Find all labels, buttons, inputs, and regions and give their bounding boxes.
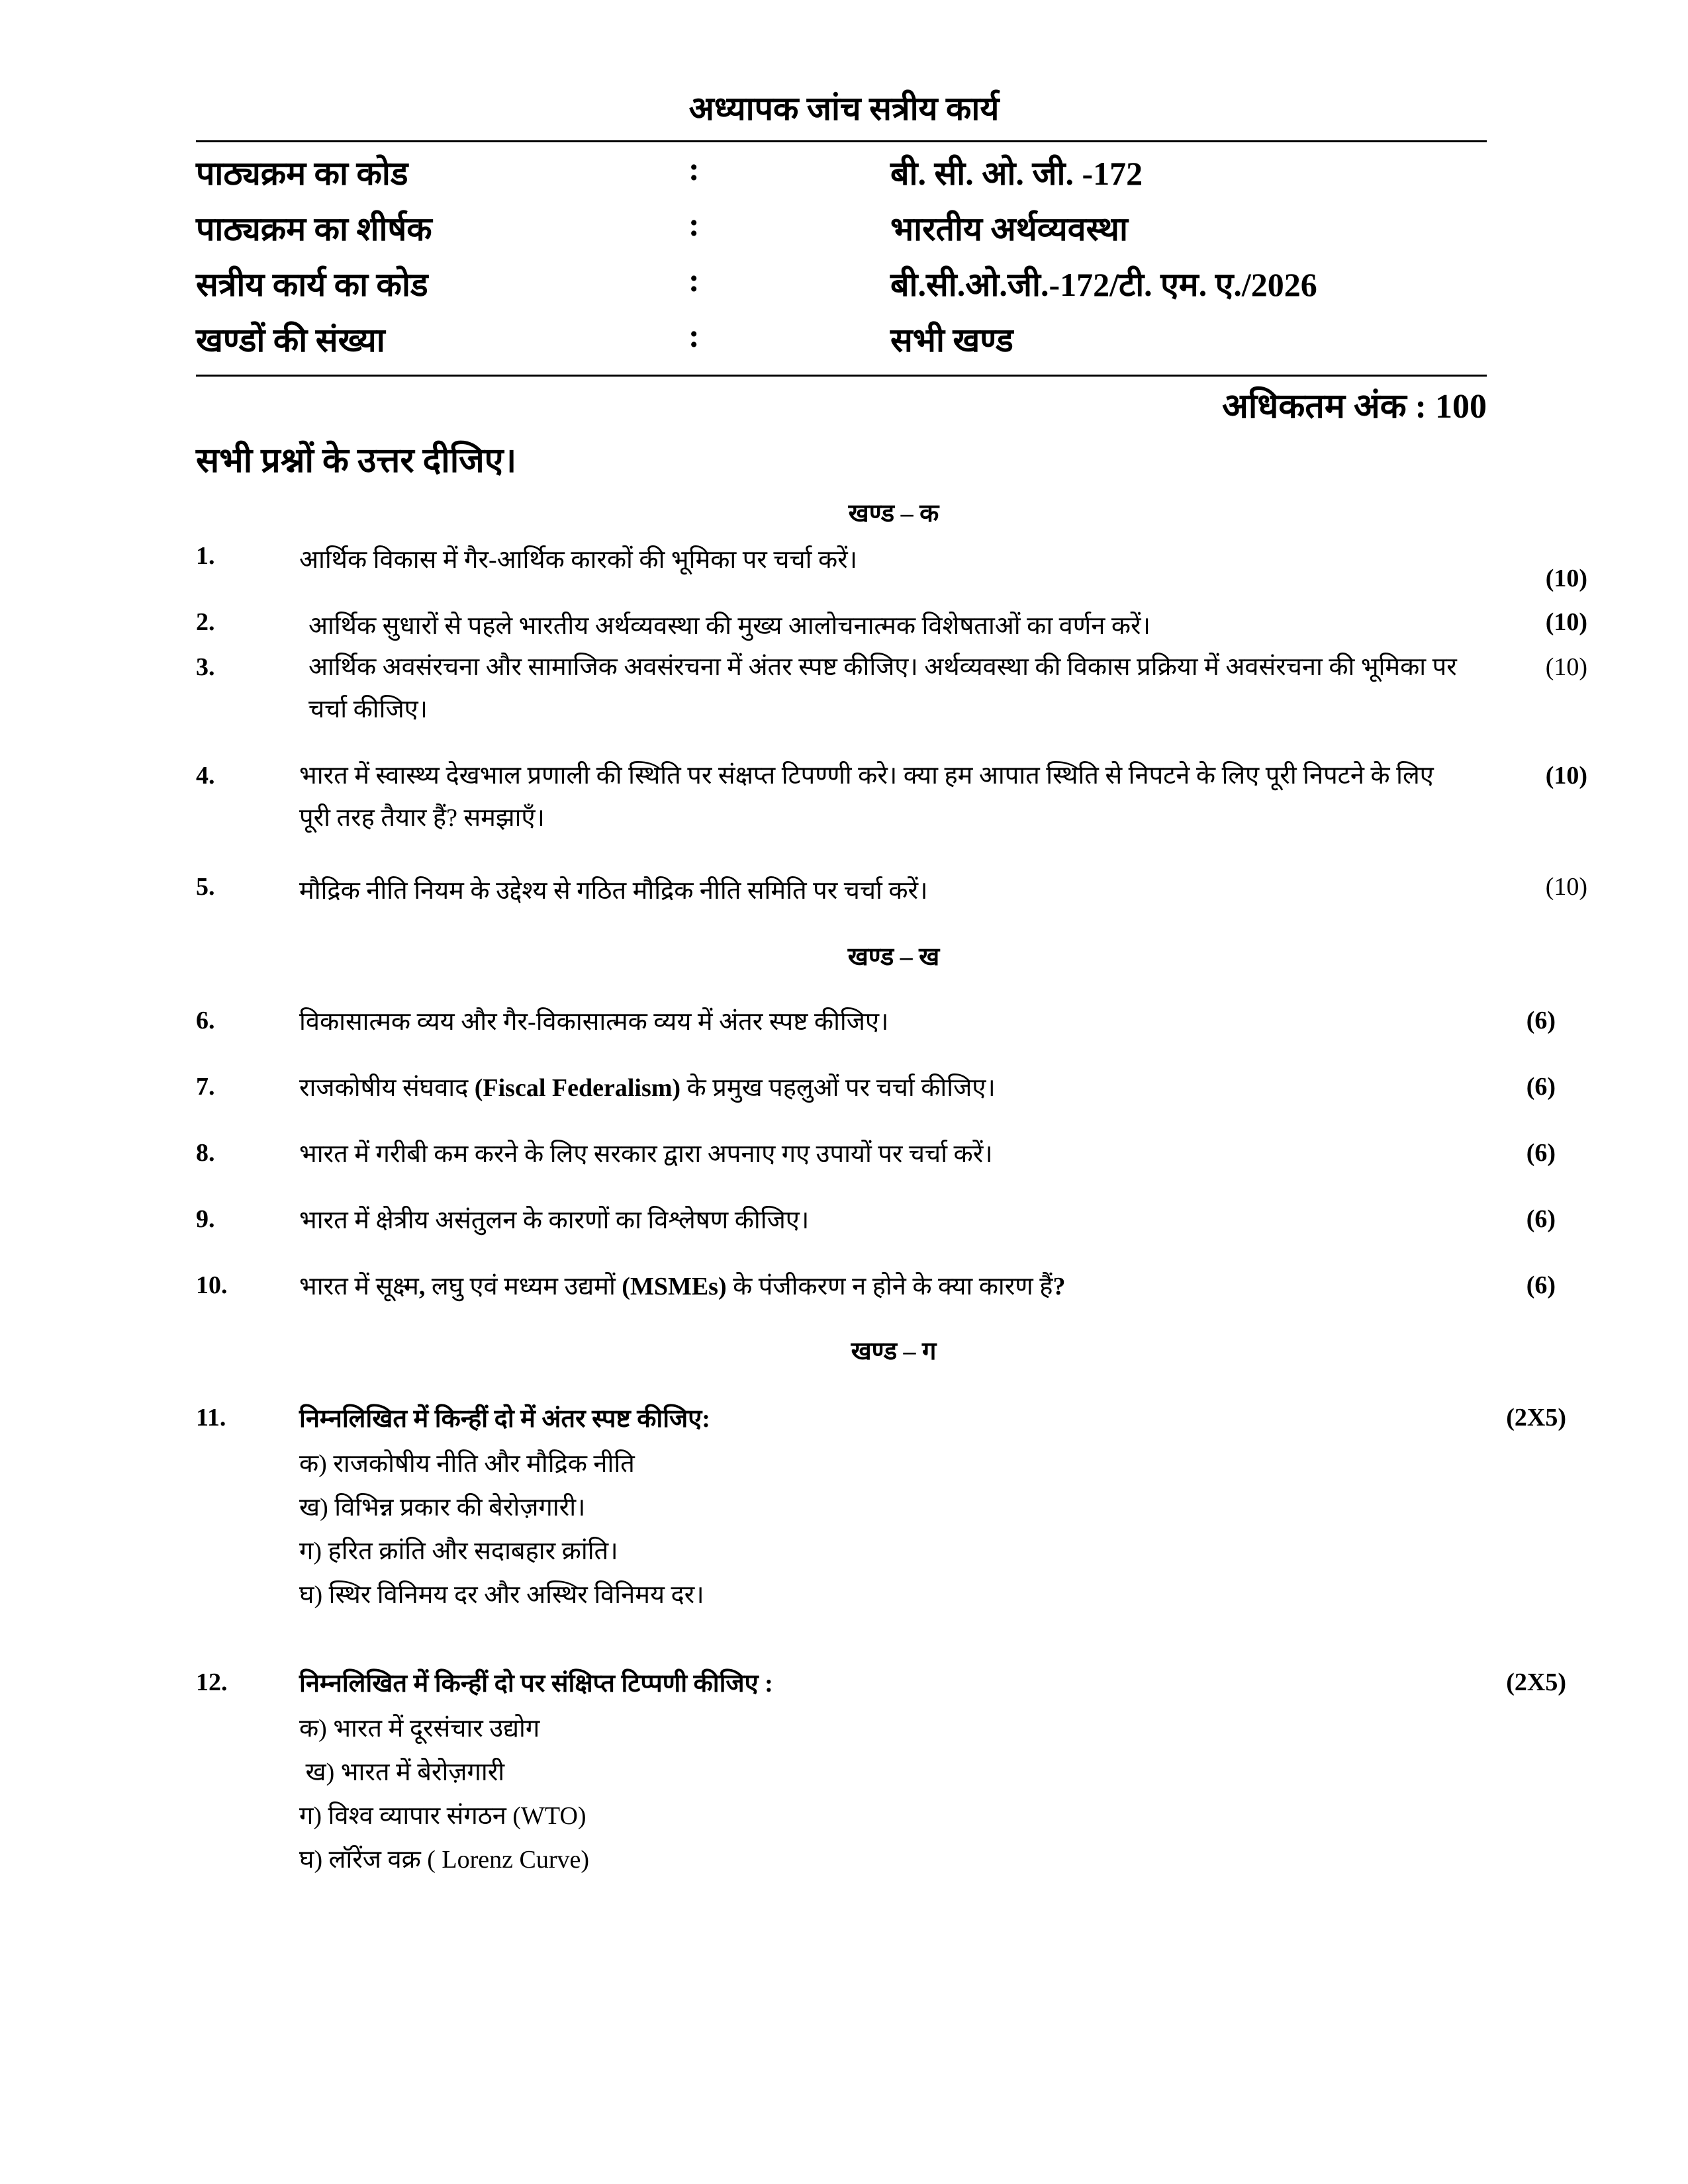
section-heading-b: खण्ड – ख [847,943,940,971]
assignment-code-separator: : [688,261,700,298]
blocks-count-separator: : [688,317,700,354]
question-text-part: राजकोषीय संघवाद [299,1074,475,1102]
page-title: अध्यापक जांच सत्रीय कार्य [688,90,1000,127]
question-text: आर्थिक सुधारों से पहले भारतीय अर्थव्यवस्था की मुख्य आलोचनात्मक विशेषताओं का वर्णन करें। [308,612,1150,640]
question-number: 2. [196,608,215,636]
list-item: ग) हरित क्रांति और सदाबहार क्रांति। [299,1537,618,1565]
question-marks: (10) [1545,565,1587,592]
question-text: आर्थिक अवसंरचना और सामाजिक अवसंरचना में अंतर स्पष्ट कीजिए। अर्थव्यवस्था की विकास प्रक्रिया में अवसंरचना की भूमिका पर चर्चा कीजिए। [308,653,1457,723]
question-text: मौद्रिक नीति नियम के उद्देश्य से गठित मौद्रिक नीति समिति पर चर्चा करें। [299,877,928,905]
max-marks: अधिकतम अंक : 100 [1222,388,1487,426]
question-text: विकासात्मक व्यय और गैर-विकासात्मक व्यय में अंतर स्पष्ट कीजिए। [299,1008,889,1036]
question-number: 11. [196,1404,226,1432]
question-marks: (2X5) [1506,1668,1566,1696]
question-text: निम्नलिखित में किन्हीं दो पर संक्षिप्त टिप्पणी कीजिए : [299,1670,773,1698]
section-heading-c: खण्ड – ग [851,1338,937,1365]
question-marks: (10) [1545,873,1587,901]
question-marks: (6) [1526,1073,1556,1101]
question-number: 7. [196,1073,215,1101]
list-item: क) भारत में दूरसंचार उद्योग [299,1715,540,1743]
bottom-divider [196,375,1487,377]
list-item: घ) लॉरेंज वक्र ( Lorenz Curve) [299,1846,590,1874]
list-item: ख) विभिन्न प्रकार की बेरोज़गारी। [299,1494,586,1522]
question-text-part: लघु एवं मध्यम उद्यमों [431,1273,622,1300]
question-text [299,1268,1065,1302]
question-text: आर्थिक विकास में गैर-आर्थिक कारकों की भूमिका पर चर्चा करें। [299,546,858,574]
question-marks: (6) [1526,1205,1556,1233]
list-item: घ) स्थिर विनिमय दर और अस्थिर विनिमय दर। [299,1581,704,1609]
question-number: 6. [196,1007,215,1034]
question-text-english-term: (Fiscal Federalism) [474,1074,681,1102]
question-number: 3. [196,653,215,681]
course-title-label: पाठ्यक्रम का शीर्षक [196,210,432,248]
question-marks: (6) [1526,1139,1556,1167]
question-number: 4. [196,762,215,790]
question-marks: (10) [1545,608,1587,636]
assignment-code-value: बी.सी.ओ.जी.-172/टी. एम. ए./2026 [890,266,1317,303]
blocks-count-label: खण्डों की संख्या [196,322,385,359]
list-item: क) राजकोषीय नीति और मौद्रिक नीति [299,1450,635,1478]
question-text-part: के पंजीकरण न होने के क्या कारण हैं [726,1273,1053,1300]
question-number: 12. [196,1668,228,1696]
question-text: भारत में क्षेत्रीय असंतुलन के कारणों का विश्लेषण कीजिए। [299,1206,810,1234]
question-number: 5. [196,873,215,901]
course-title-value: भारतीय अर्थव्यवस्था [890,210,1128,248]
question-text-punctuation: , [418,1273,432,1300]
question-text-part: भारत में सूक्ष्म [299,1273,419,1300]
question-marks: (10) [1545,653,1587,681]
question-number: 10. [196,1271,228,1299]
question-number: 9. [196,1205,215,1233]
top-divider [196,140,1487,142]
question-text-punctuation: ? [1053,1273,1066,1300]
question-text-english-term: (MSMEs) [622,1273,727,1300]
question-text-part: के प्रमुख पहलुओं पर चर्चा कीजिए। [680,1074,996,1102]
course-title-separator: : [688,206,700,243]
question-marks: (2X5) [1506,1404,1566,1432]
list-item: ग) विश्व व्यापार संगठन (WTO) [299,1802,586,1830]
assignment-code-label: सत्रीय कार्य का कोड [196,266,428,303]
blocks-count-value: सभी खण्ड [890,322,1013,359]
course-code-label: पाठ्यक्रम का कोड [196,155,408,192]
instruction: सभी प्रश्नों के उत्तर दीजिए। [196,442,517,480]
question-text: भारत में गरीबी कम करने के लिए सरकार द्वारा अपनाए गए उपायों पर चर्चा करें। [299,1140,993,1168]
course-code-value: बी. सी. ओ. जी. -172 [890,155,1143,192]
question-text: निम्नलिखित में किन्हीं दो में अंतर स्पष्ट कीजिए: [299,1405,710,1433]
section-heading-a: खण्ड – क [848,500,939,527]
question-marks: (6) [1526,1271,1556,1299]
question-marks: (6) [1526,1007,1556,1034]
question-number: 1. [196,542,215,570]
question-marks: (10) [1545,762,1587,790]
question-text: भारत में स्वास्थ्य देखभाल प्रणाली की स्थिति पर संक्षप्त टिपण्णी करे। क्या हम आपात स्थिति से निपटने के लिए पूरी निपटने के लिए पूरी तरह तैयार हैं? समझाएँ। [299,762,1434,832]
question-text [299,1069,996,1104]
question-number: 8. [196,1139,215,1167]
course-code-separator: : [688,150,700,187]
list-item: ख) भारत में बेरोज़गारी [299,1758,505,1786]
